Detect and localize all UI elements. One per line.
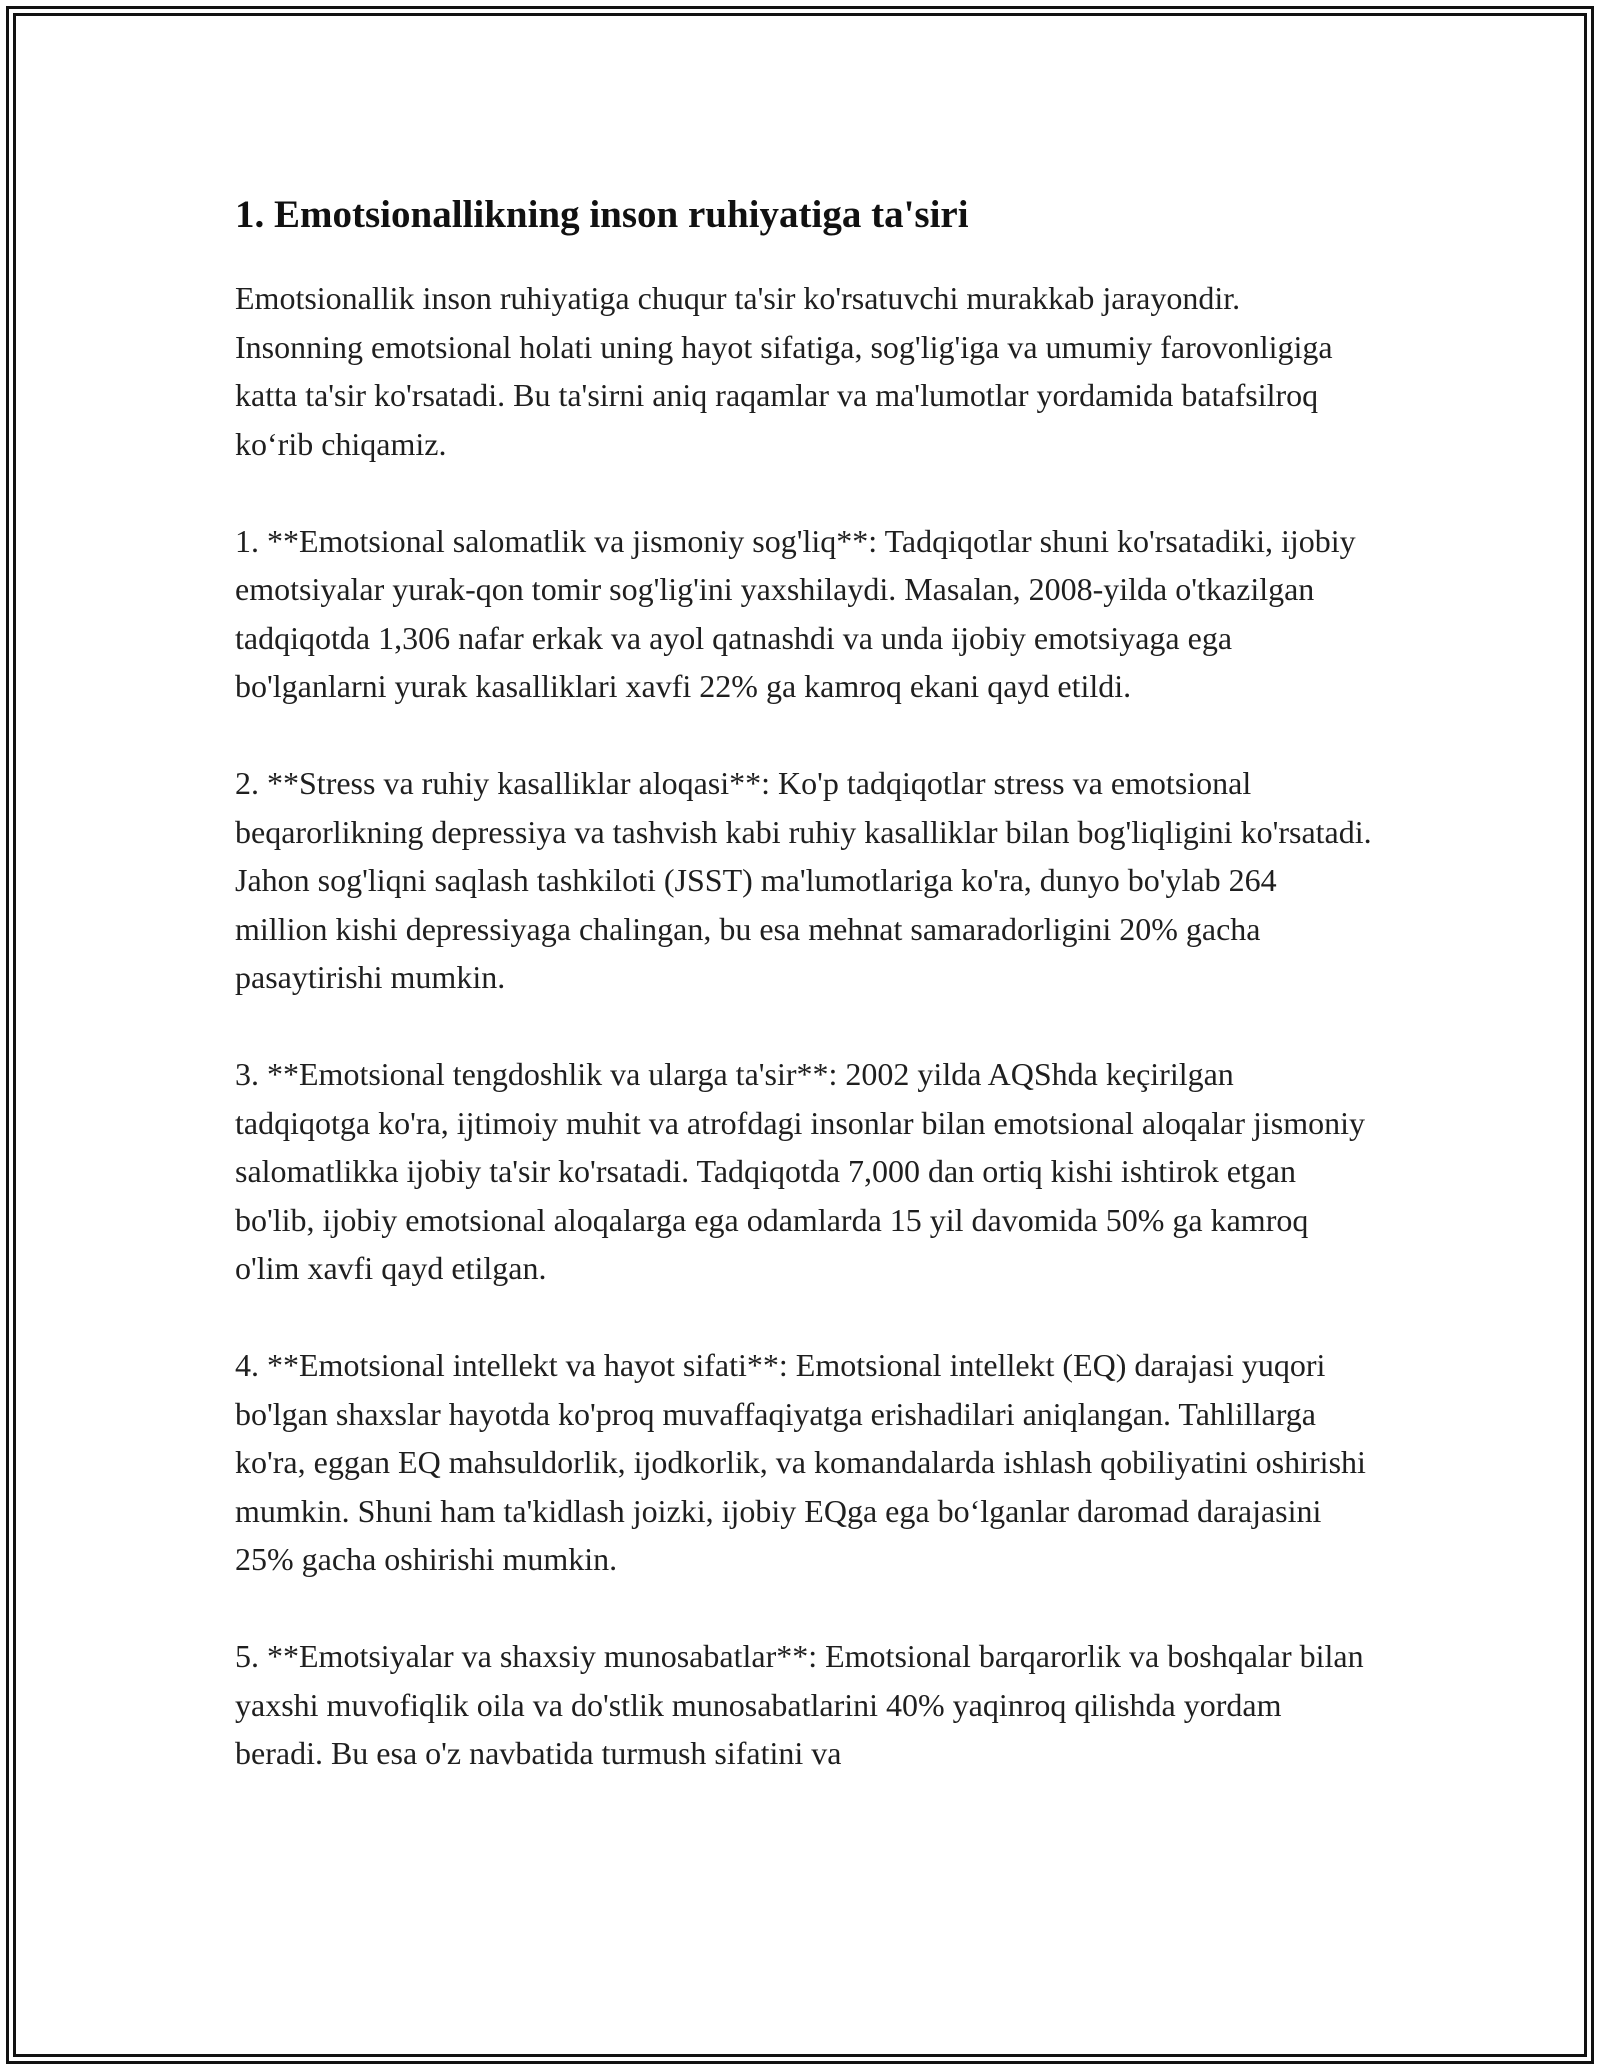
intro-paragraph: Emotsionallik inson ruhiyatiga chuqur ta'sir ko'rsatuvchi murakkab jarayondir. Insonning emotsional holati uning hayot sifatiga, sog'lig'iga va umumiy farovonligiga katta ta'sir ko'rsatadi. Bu ta'sirni aniq raqamlar va ma'lumotlar yordamida batafsilroq ko‘rib chiqamiz. <box>235 280 1333 462</box>
point-2-paragraph: 2. **Stress va ruhiy kasalliklar aloqasi**: Ko'p tadqiqotlar stress va emotsional beqarorlikning depressiya va tashvish kabi ruhiy kasalliklar bilan bog'liqligini ko'rsatadi. Jahon sog'liqni saqlash tashkiloti (JSST) ma'lumotlariga ko'ra, dunyo bo'ylab 264 million kishi depressiyaga chalingan, bu esa mehnat samaradorligini 20% gacha pasaytirishi mumkin. <box>235 765 1372 995</box>
point-1-paragraph: 1. **Emotsional salomatlik va jismoniy sog'liq**: Tadqiqotlar shuni ko'rsatadiki, ijobiy emotsiyalar yurak-qon tomir sog'lig'ini yaxshilaydi. Masalan, 2008-yilda o'tkazilgan tadqiqotda 1,306 nafar erkak va ayol qatnashdi va unda ijobiy emotsiyaga ega bo'lganlarni yurak kasalliklari xavfi 22% ga kamroq ekani qayd etildi. <box>235 522 1356 704</box>
point-4-paragraph: 4. **Emotsional intellekt va hayot sifati**: Emotsional intellekt (EQ) darajasi yuqori bo'lgan shaxslar hayotda ko'proq muvaffaqiyatga erishadilari aniqlangan. Tahlillarga ko'ra, eggan EQ mahsuldorlik, ijodkorlik, va komandalarda ishlash qobiliyatini oshirishi mumkin. Shuni ham ta'kidlash joizki, ijobiy EQga ega bo‘lganlar daromad darajasini 25% gacha oshirishi mumkin. <box>235 1347 1366 1577</box>
point-3-paragraph: 3. **Emotsional tengdoshlik va ularga ta'sir**: 2002 yilda AQShda keçirilgan tadqiqotga ko'ra, ijtimoiy muhit va atrofdagi insonlar bilan emotsional aloqalar jismoniy salomatlikka ijobiy ta'sir ko'rsatadi. Tadqiqotda 7,000 dan ortiq kishi ishtirok etgan bo'lib, ijobiy emotsional aloqalarga ega odamlarda 15 yil davomida 50% ga kamroq o'lim xavfi qayd etilgan. <box>235 1056 1365 1286</box>
section-heading: 1. Emotsionallikning inson ruhiyatiga ta'siri <box>235 193 969 236</box>
point-5-paragraph: 5. **Emotsiyalar va shaxsiy munosabatlar**: Emotsional barqarorlik va boshqalar bilan yaxshi muvofiqlik oila va do'stlik munosabatlarini 40% yaqinroq qilishda yordam beradi. Bu esa o'z navbatida turmush sifatini va <box>235 1638 1364 1771</box>
document-body <box>235 186 1375 1826</box>
